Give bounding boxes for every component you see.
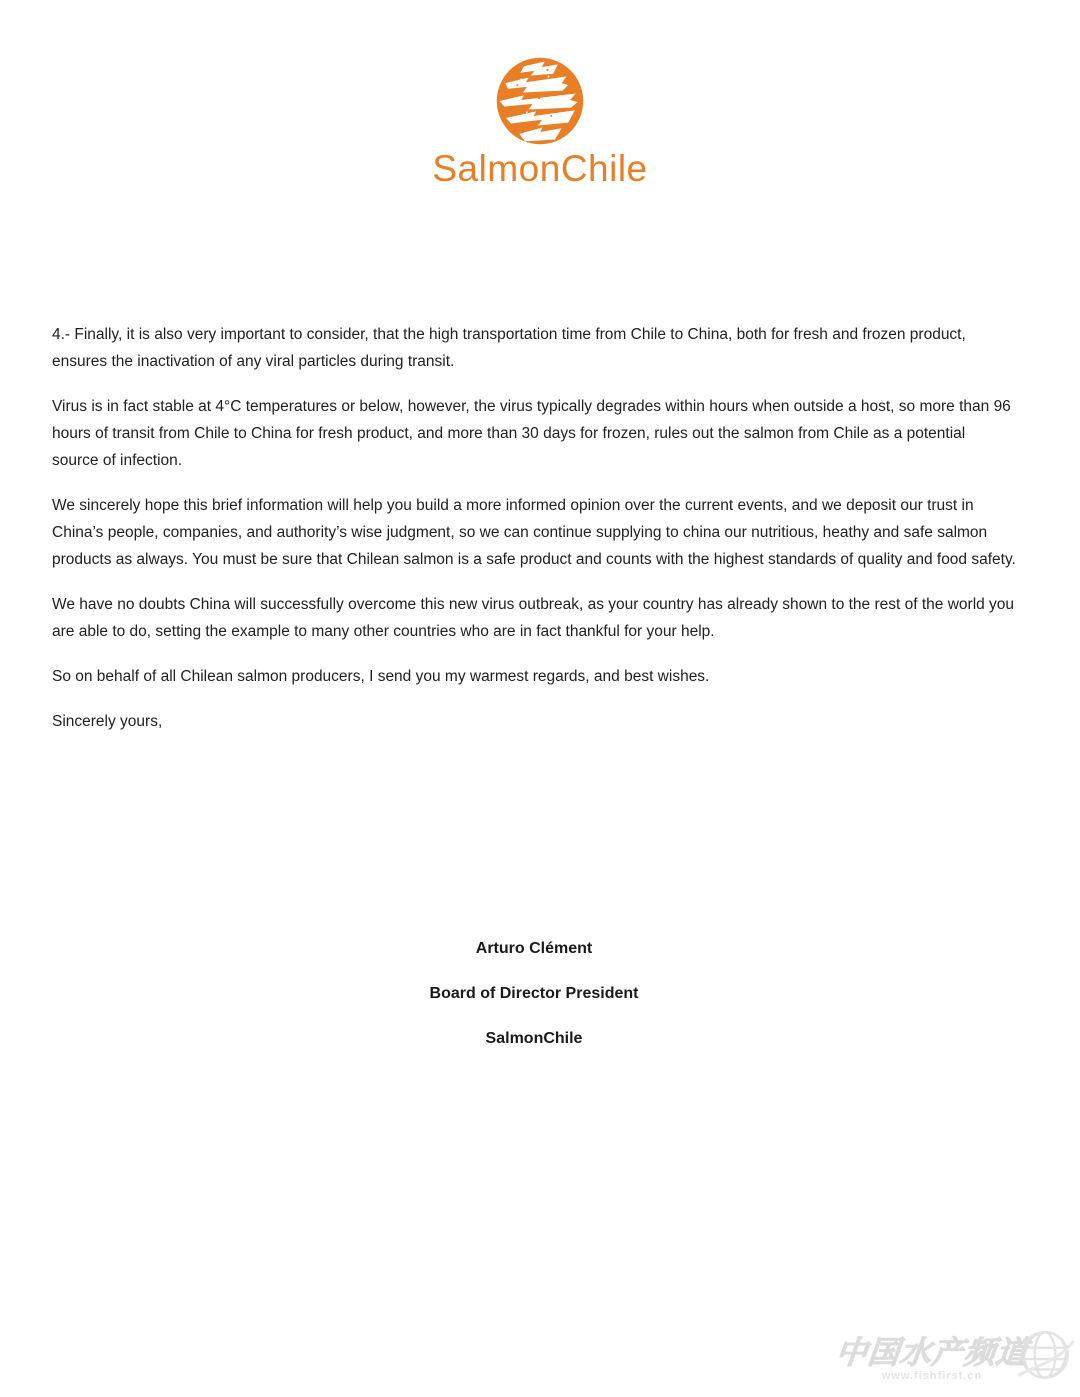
letter-paragraph: So on behalf of all Chilean salmon producers, I send you my warmest regards, and best wishes. <box>52 668 710 685</box>
logo-wordmark: SalmonChile <box>432 148 648 189</box>
letter-paragraph: 4.- Finally, it is also very important to consider, that the high transportation time from Chile to China, both for fresh and frozen product, ensures the inactivation of any viral particles during transit. <box>52 326 966 370</box>
letter-body <box>52 321 1016 1052</box>
letter-paragraph: Virus is in fact stable at 4°C temperatures or below, however, the virus typically degrades within hours when outside a host, so more than 96 hours of transit from Chile to China for fresh product, and more than 30 days for frozen, rules out the salmon from Chile as a potential source of infection. <box>52 398 1011 469</box>
watermark-url: www.fishfirst.cn <box>881 1370 983 1382</box>
signature-name: Arturo Clément <box>475 940 593 957</box>
signature-block <box>52 935 1016 1052</box>
watermark-text: 中国水产频道 <box>834 1335 1030 1370</box>
watermark <box>836 1326 1076 1393</box>
letter-paragraph: We have no doubts China will successfully overcome this new virus outbreak, as your country has already shown to the rest of the world you are able to do, setting the example to many other countries who are in fact thankful for your help. <box>52 596 1015 640</box>
closing-salutation: Sincerely yours, <box>52 713 163 730</box>
watermark-text-column <box>836 1336 1028 1383</box>
globe-icon <box>1014 1326 1076 1393</box>
letterhead <box>0 0 1080 189</box>
signature-title: Board of Director President <box>429 985 639 1002</box>
signature-company: SalmonChile <box>485 1030 583 1047</box>
salmonchile-logo-icon <box>0 54 1080 148</box>
letter-paragraph: We sincerely hope this brief information will help you build a more informed opinion over the current events, and we deposit our trust in China’s people, companies, and authority’s wise judgment, so we can continue supplying to china our nutritious, heathy and safe salmon products as always. You must be sure that Chilean salmon is a safe product and counts with the highest standards of quality and food safety. <box>52 497 1016 568</box>
